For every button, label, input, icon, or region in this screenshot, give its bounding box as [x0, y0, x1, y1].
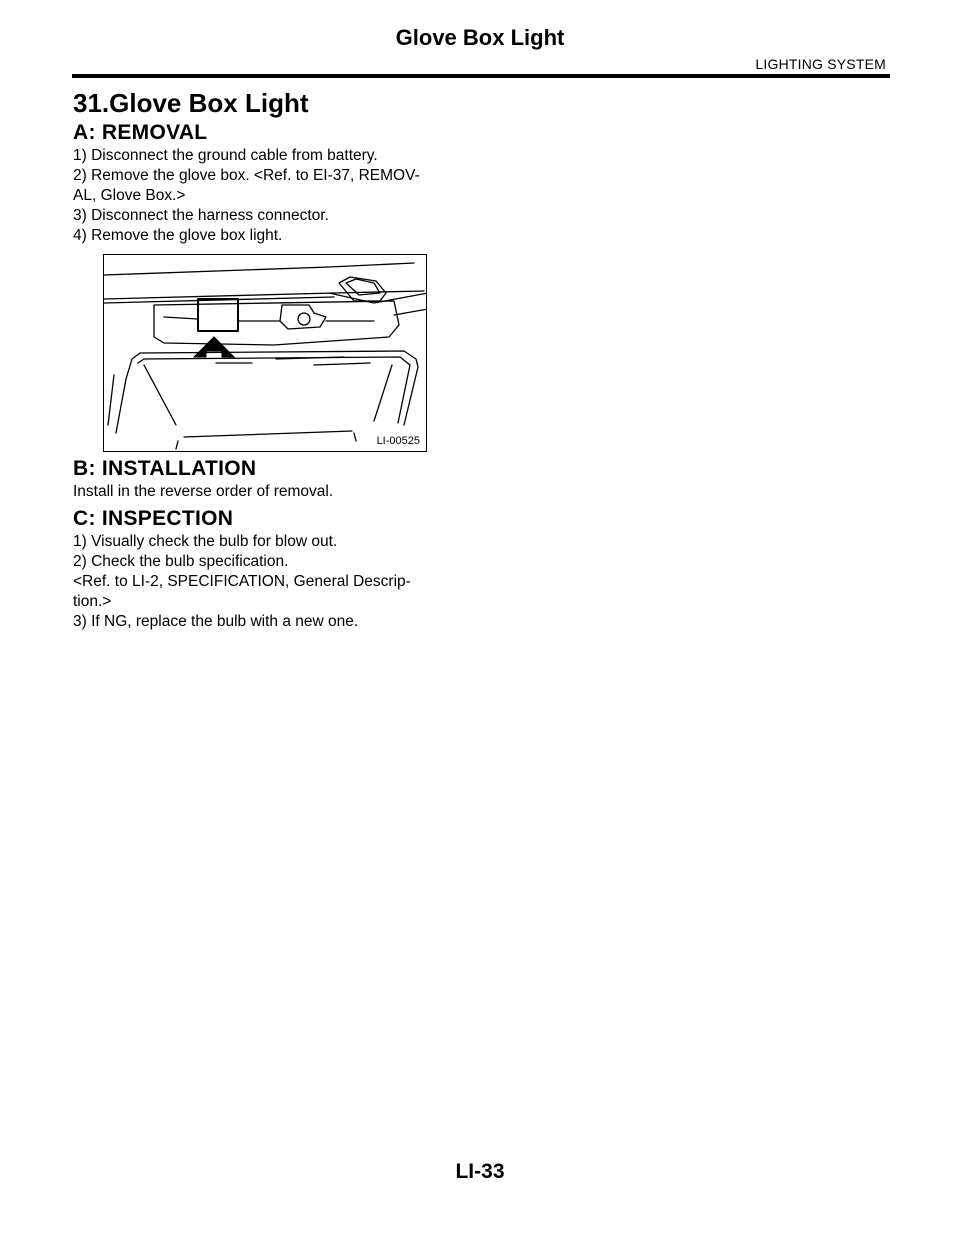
removal-step: 1) Disconnect the ground cable from battery. — [73, 147, 378, 164]
inspection-step: tion.> — [73, 593, 112, 610]
inspection-step: 3) If NG, replace the bulb with a new one. — [73, 613, 359, 630]
chapter-title: 31.Glove Box Light — [73, 88, 309, 118]
removal-illustration — [103, 254, 427, 452]
inspection-step: 1) Visually check the bulb for blow out. — [73, 533, 338, 550]
removal-step: AL, Glove Box.> — [73, 187, 186, 204]
inspection-step: <Ref. to LI-2, SPECIFICATION, General Descrip- — [73, 573, 411, 590]
figure-id-label: LI-00525 — [376, 435, 420, 447]
removal-steps — [73, 146, 473, 246]
header-divider — [72, 74, 890, 78]
glove-box-light-drawing — [104, 255, 427, 452]
inspection-step: 2) Check the bulb specification. — [73, 553, 289, 570]
installation-text: Install in the reverse order of removal. — [73, 483, 334, 500]
inspection-heading: C: INSPECTION — [73, 507, 234, 530]
removal-step: 2) Remove the glove box. <Ref. to EI-37, REMOV- — [73, 167, 420, 184]
installation-heading: B: INSTALLATION — [73, 457, 257, 480]
page-header-section: LIGHTING SYSTEM — [755, 56, 886, 72]
page-number: LI-33 — [455, 1160, 505, 1183]
removal-heading: A: REMOVAL — [73, 121, 208, 144]
removal-step: 3) Disconnect the harness connector. — [73, 207, 329, 224]
inspection-steps — [73, 532, 473, 632]
removal-step: 4) Remove the glove box light. — [73, 227, 283, 244]
page-header-title: Glove Box Light — [395, 25, 565, 50]
